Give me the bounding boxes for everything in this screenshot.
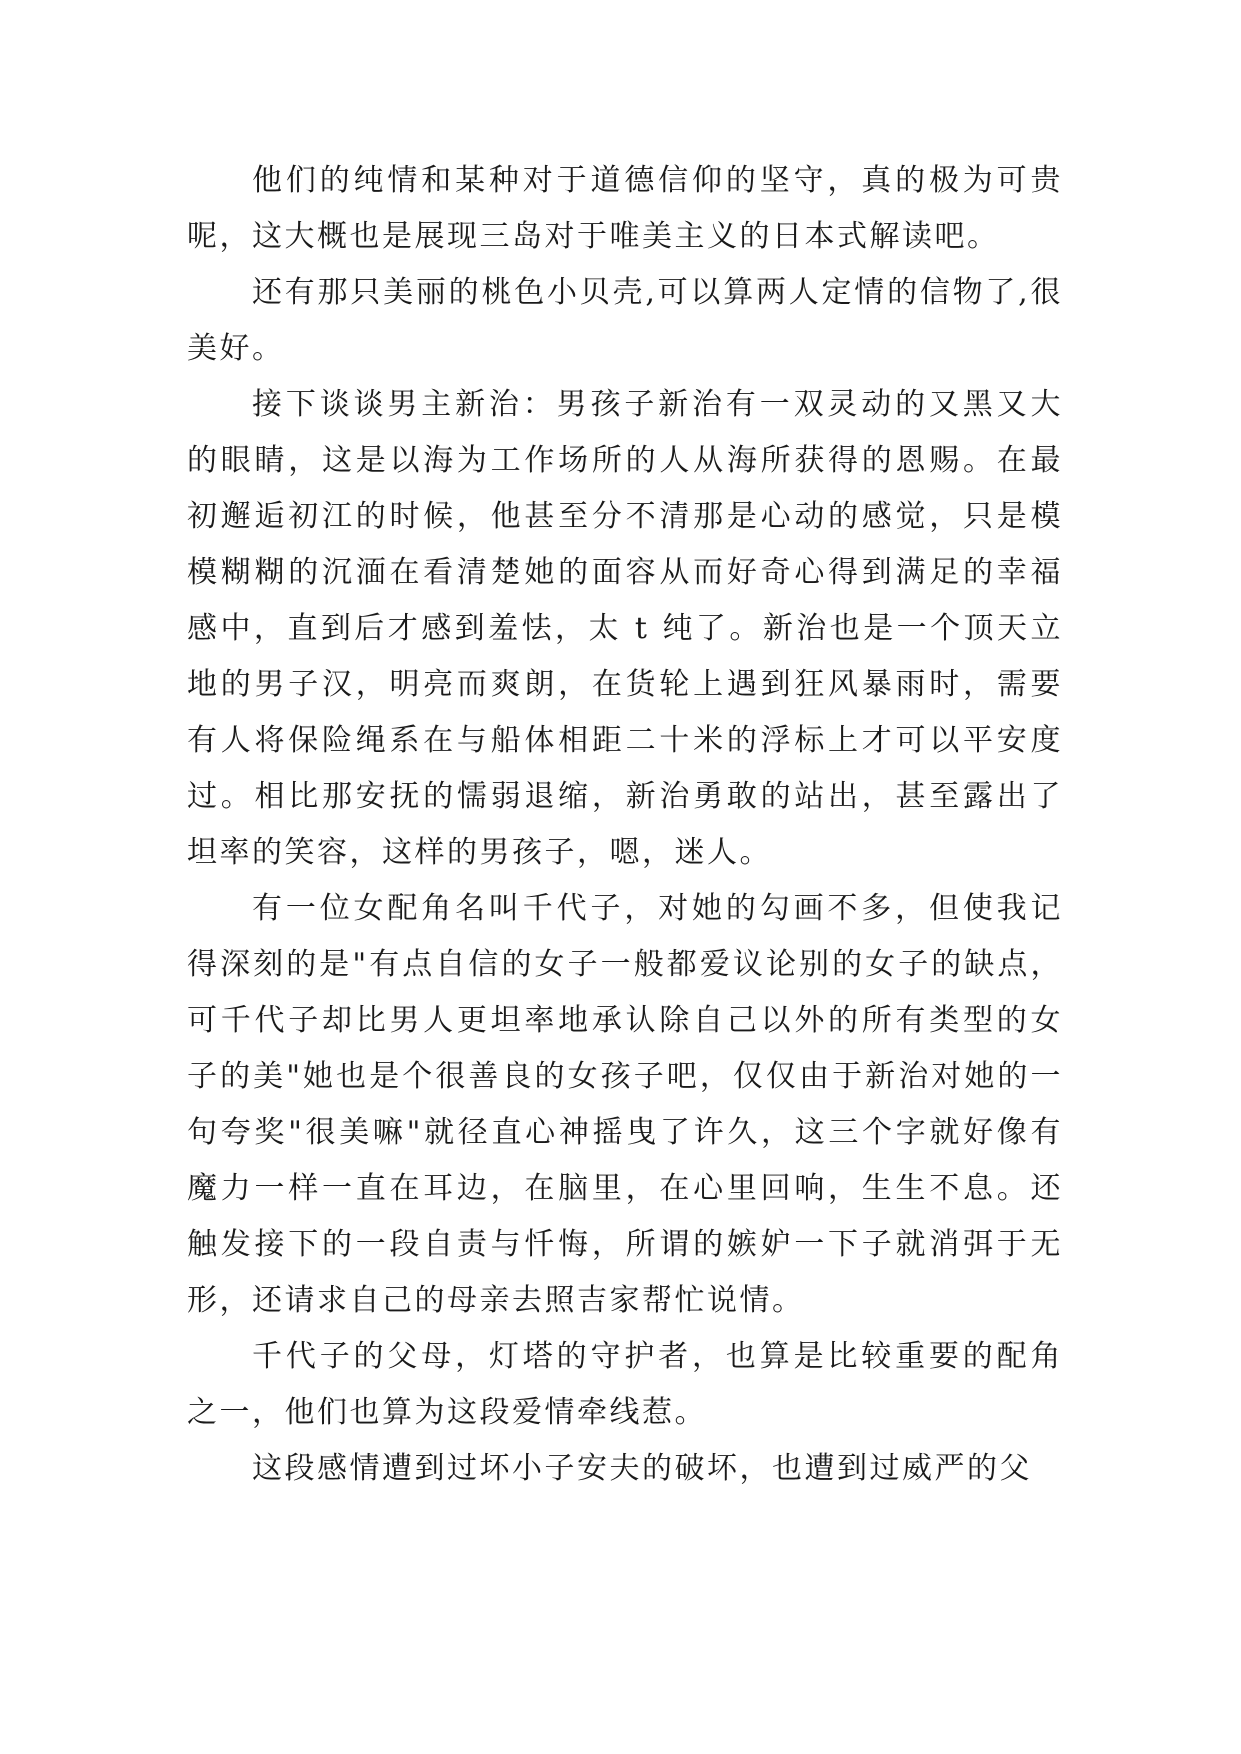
paragraph: 千代子的父母，灯塔的守护者，也算是比较重要的配角之一，他们也算为这段爱情牵线惹。	[187, 1339, 1063, 1430]
paragraph: 接下谈谈男主新治：男孩子新治有一双灵动的又黑又大的眼睛，这是以海为工作场所的人从海所获得的恩赐。在最初邂逅初江的时候，他甚至分不清那是心动的感觉，只是模模糊糊的沉湎在看清楚她的面容从而好奇心得到满足的幸福感中，直到后才感到羞怯，太 t 纯了。新治也是一个顶天立地的男子汉，明亮而爽朗，在货轮上遇到狂风暴雨时，需要有人将保险绳系在与船体相距二十米的浮标上才可以平安度过。相比那安抚的懦弱退缩，新治勇敢的站出，甚至露出了坦率的笑容，这样的男孩子，嗯，迷人。	[187, 387, 1063, 870]
paragraph: 还有那只美丽的桃色小贝壳,可以算两人定情的信物了,很美好。	[187, 275, 1063, 366]
paragraph: 这段感情遭到过坏小子安夫的破坏，也遭到过威严的父	[252, 1451, 1032, 1486]
paragraph: 有一位女配角名叫千代子，对她的勾画不多，但使我记得深刻的是"有点自信的女子一般都爱议论别的女子的缺点，可千代子却比男人更坦率地承认除自己以外的所有类型的女子的美"她也是个很善良的女孩子吧，仅仅由于新治对她的一句夸奖"很美嘛"就径直心神摇曳了许久，这三个字就好像有魔力一样一直在耳边，在脑里，在心里回响，生生不息。还触发接下的一段自责与忏悔，所谓的嫉妒一下子就消弭于无形，还请求自己的母亲去照吉家帮忙说情。	[187, 891, 1063, 1318]
document-body	[187, 153, 1063, 1497]
paragraph: 他们的纯情和某种对于道德信仰的坚守，真的极为可贵呢，这大概也是展现三岛对于唯美主义的日本式解读吧。	[187, 163, 1063, 254]
